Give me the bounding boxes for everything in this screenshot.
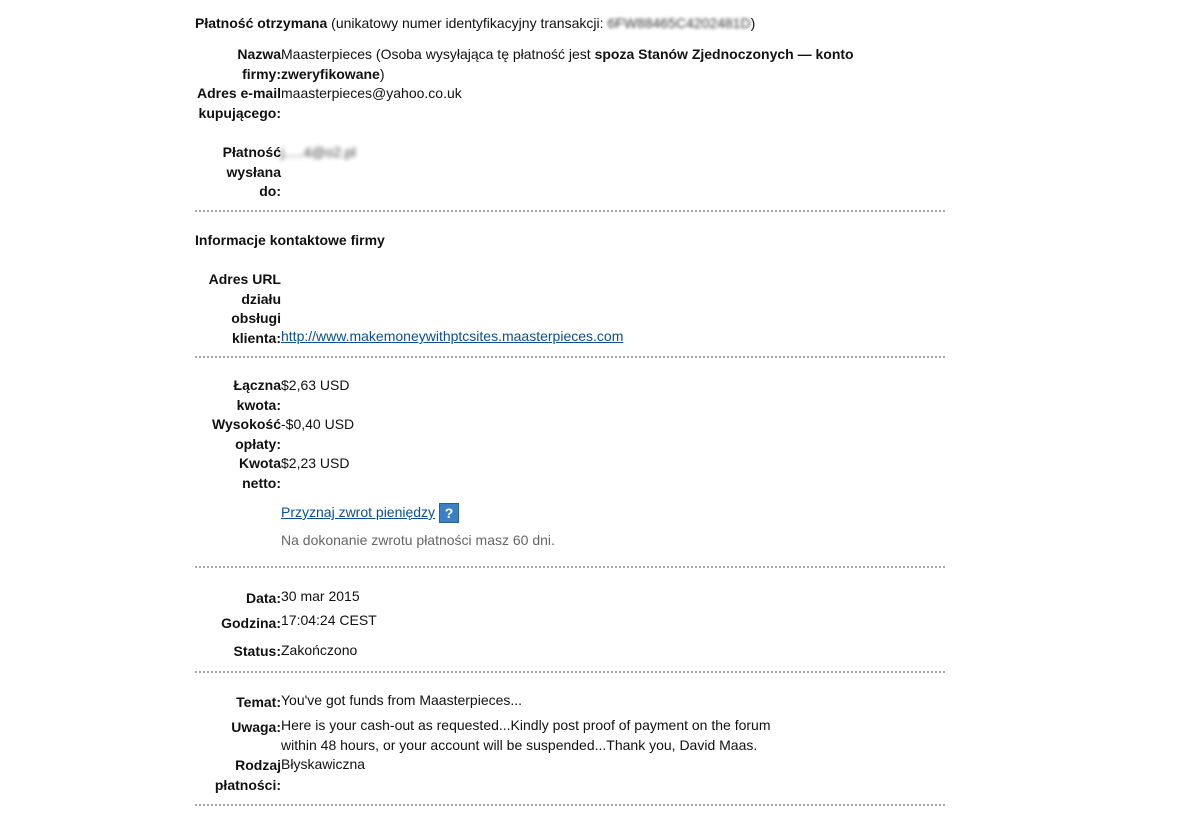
payment-type-value: Błyskawiczna	[281, 756, 366, 772]
net-amount-label: Kwota netto:	[239, 455, 281, 491]
separator	[195, 804, 945, 806]
separator	[195, 210, 945, 212]
total-amount-label: Łączna kwota:	[233, 377, 281, 413]
contact-section-title: Informacje kontaktowe firmy	[195, 232, 385, 248]
company-name-label: Nazwa firmy:	[237, 46, 281, 82]
header-title: Płatność otrzymana	[195, 15, 328, 31]
net-amount-value: $2,23 USD	[281, 455, 350, 471]
date-value: 30 mar 2015	[281, 588, 360, 604]
verification-status: spoza Stanów Zjednoczonych — konto zweryfikowane	[281, 46, 854, 82]
note-value	[281, 716, 770, 755]
header-close: )	[750, 15, 756, 31]
refund-note: Na dokonanie zwrotu płatności masz 60 dni.	[281, 532, 555, 548]
sent-to-value: j.....4@o2.pl	[281, 144, 356, 160]
subject-value: You've got funds from Maasterpieces...	[281, 692, 523, 708]
note-line: within 48 hours, or your account will be suspended...Thank you, David Maas.	[281, 736, 758, 753]
sent-to-label: Płatność wysłana do:	[222, 144, 281, 199]
transaction-header	[195, 14, 755, 32]
transaction-id: 6FW88465C4202481D	[607, 15, 751, 31]
refund-link[interactable]: Przyznaj zwrot pieniędzy	[281, 504, 436, 520]
header-subtitle: (unikatowy numer identyfikacyjny transakcji:	[327, 15, 608, 31]
company-name-value: Maasterpieces (Osoba wysyłająca tę płatność jest spoza Stanów Zjednoczonych — konto zweryfikowane)	[281, 46, 854, 82]
customer-service-url-label: Adres URL działu obsługi klienta:	[208, 271, 281, 346]
buyer-email-value: maasterpieces@yahoo.co.uk	[281, 85, 462, 101]
note-label: Uwaga:	[231, 719, 281, 735]
refund-row	[281, 503, 459, 523]
fee-label: Wysokość opłaty:	[212, 416, 281, 452]
help-icon[interactable]: ?	[439, 503, 459, 523]
fee-value: -$0,40 USD	[281, 416, 355, 432]
time-value: 17:04:24 CEST	[281, 612, 377, 628]
separator	[195, 671, 945, 673]
separator	[195, 356, 945, 358]
payment-type-label: Rodzaj płatności:	[214, 757, 281, 793]
status-value: Zakończono	[281, 642, 358, 658]
total-amount-value: $2,63 USD	[281, 377, 350, 393]
time-label: Godzina:	[221, 615, 281, 631]
status-label: Status:	[233, 643, 281, 659]
subject-label: Temat:	[236, 694, 281, 710]
note-line: Here is your cash-out as requested...Kindly post proof of payment on the forum	[281, 717, 771, 733]
buyer-email-label: Adres e-mail kupującego:	[196, 85, 281, 121]
customer-service-url-link[interactable]: http://www.makemoneywithptcsites.maasterpieces.com	[281, 328, 624, 344]
date-label: Data:	[245, 590, 281, 606]
separator	[195, 566, 945, 568]
